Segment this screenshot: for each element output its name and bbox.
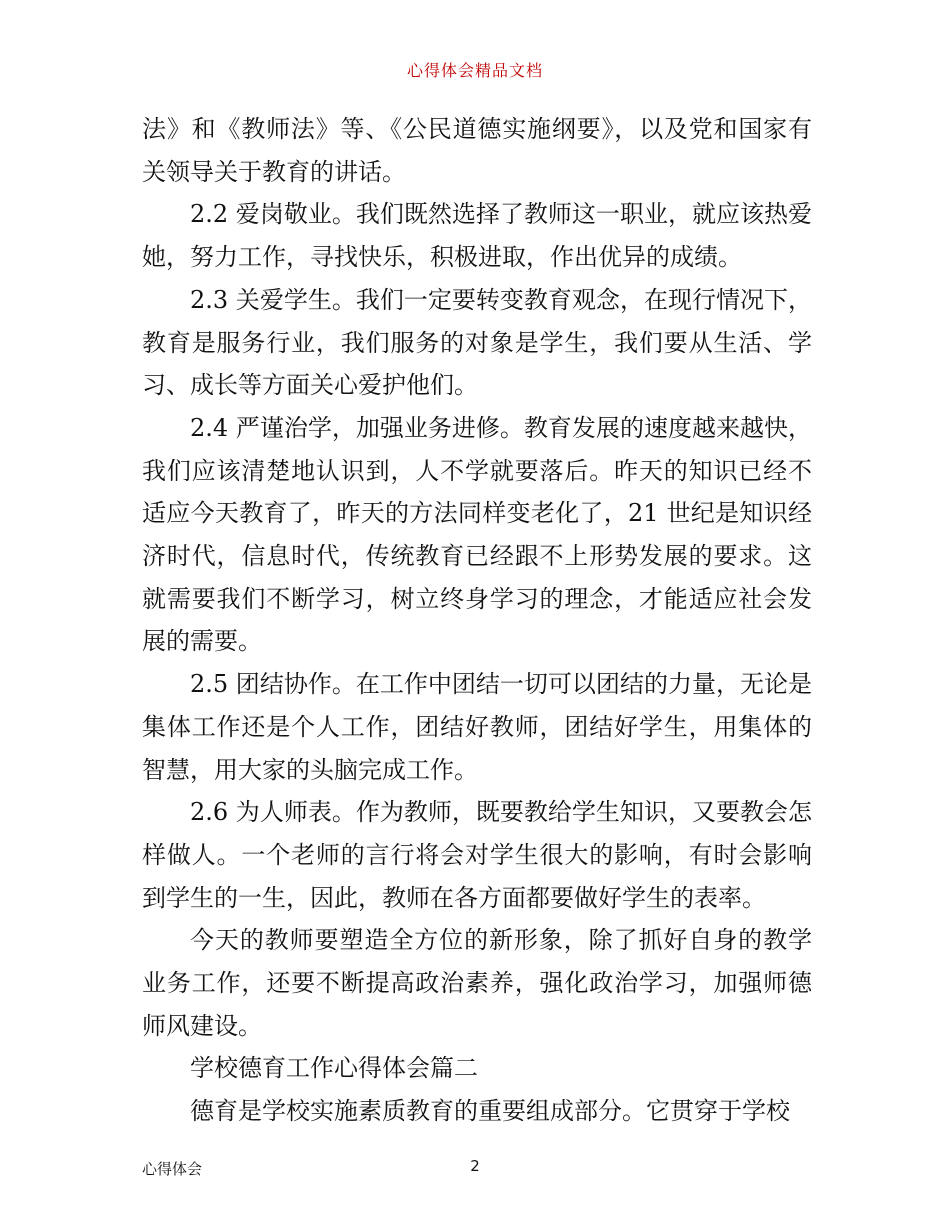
paragraph-2-4: 2.4 严谨治学，加强业务进修。教育发展的速度越来越快，我们应该清楚地认识到，人不学就要落后。昨天的知识已经不适应今天教育了，昨天的方法同样变老化了，21 世纪是知识经济时代，信息时代，传统教育已经跟不上形势发展的要求。这就需要我们不断学习，树立终身学习的理念，才能适应社会发展的需要。 [142, 413, 812, 656]
footer-label: 心得体会 [142, 1160, 203, 1178]
paragraph-2-3: 2.3 关爱学生。我们一定要转变教育观念，在现行情况下，教育是服务行业，我们服务的对象是学生，我们要从生活、学习、成长等方面关心爱护他们。 [142, 285, 812, 400]
paragraph-2-6: 2.6 为人师表。作为教师，既要教给学生知识，又要教会怎样做人。一个老师的言行将会对学生很大的影响，有时会影响到学生的一生，因此，教师在各方面都要做好学生的表率。 [142, 798, 812, 912]
header-title: 心得体会精品文档 [406, 61, 543, 80]
page-number: 2 [470, 1157, 480, 1175]
paragraph-2-2: 2.2 爱岗敬业。我们既然选择了教师这一职业，就应该热爱她，努力工作，寻找快乐，积极进取，作出优异的成绩。 [142, 200, 812, 272]
paragraph-conclusion: 今天的教师要塑造全方位的新形象，除了抓好自身的教学业务工作，还要不断提高政治素养，强化政治学习，加强师德师风建设。 [142, 926, 812, 1040]
section-heading: 学校德育工作心得体会篇二 [190, 1054, 478, 1083]
paragraph-continuation: 法》和《教师法》等、《公民道德实施纲要》，以及党和国家有关领导关于教育的讲话。 [142, 115, 812, 186]
paragraph-section-two-intro: 德育是学校实施素质教育的重要组成部分。它贯穿于学校 [190, 1097, 790, 1126]
paragraph-2-5: 2.5 团结协作。在工作中团结一切可以团结的力量，无论是集体工作还是个人工作，团结好教师，团结好学生，用集体的智慧，用大家的头脑完成工作。 [142, 670, 812, 784]
body-text [142, 108, 812, 1133]
